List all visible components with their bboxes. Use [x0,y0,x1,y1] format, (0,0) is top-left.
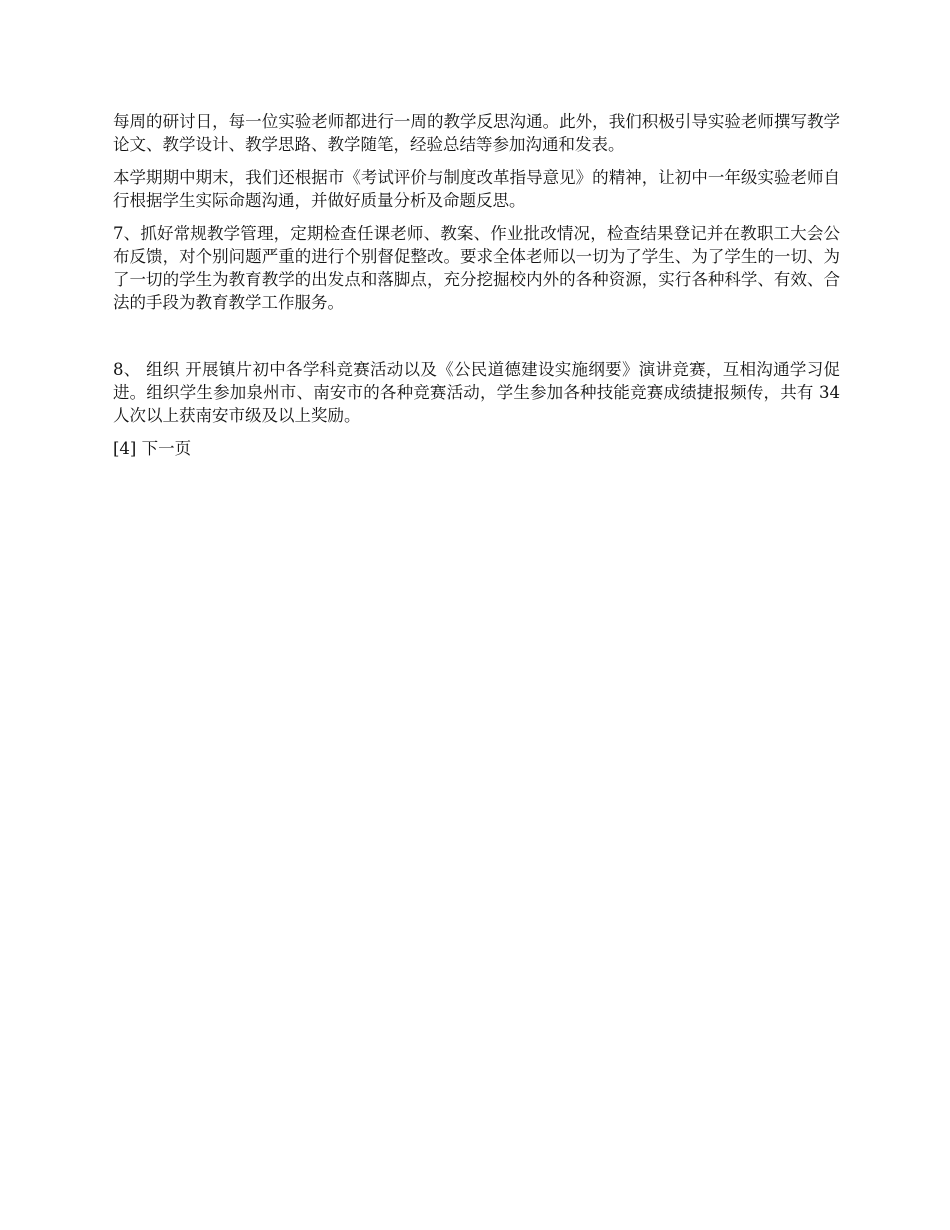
paragraph-competitions: 8、 组织 开展镇片初中各学科竞赛活动以及《公民道德建设实施纲要》演讲竞赛，互相沟通学习促进。组织学生参加泉州市、南安市的各种竞赛活动，学生参加各种技能竞赛成绩捷报频传，共有 34 人次以上获南安市级及以上奖励。 [113,360,840,425]
paragraph-routine-management: 7、抓好常规教学管理，定期检查任课老师、教案、作业批改情况，检查结果登记并在教职工大会公布反馈，对个别问题严重的进行个别督促整改。要求全体老师以一切为了学生、为了学生的一切、为了一切的学生为教育教学的出发点和落脚点，充分挖掘校内外的各种资源，实行各种科学、有效、合法的手段为教育教学工作服务。 [113,224,840,312]
pagination [113,437,840,460]
next-page-link[interactable]: 下一页 [141,439,192,458]
paragraph-exam-reform: 本学期期中期末，我们还根据市《考试评价与制度改革指导意见》的精神，让初中一年级实验老师自行根据学生实际命题沟通，并做好质量分析及命题反思。 [113,168,840,210]
document-body [113,110,840,460]
page-ref-link[interactable]: [4] [113,439,137,458]
paragraph-teaching-reflection: 每周的研讨日，每一位实验老师都进行一周的教学反思沟通。此外，我们积极引导实验老师撰写教学论文、教学设计、教学思路、教学随笔，经验总结等参加沟通和发表。 [113,112,840,154]
